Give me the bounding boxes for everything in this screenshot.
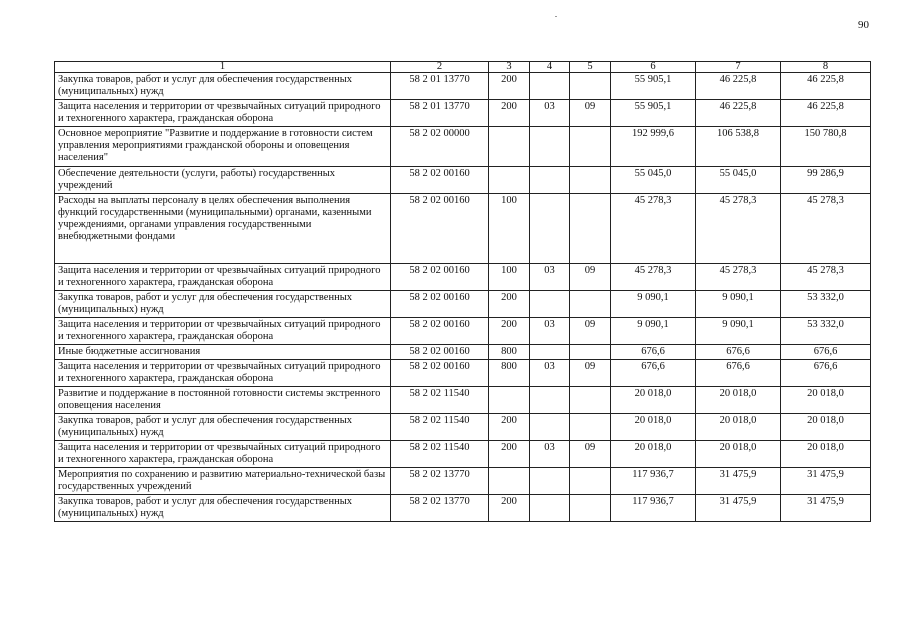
cell-name: Защита населения и территории от чрезвычайных ситуаций природного и техногенного характера, гражданская оборона [55,318,391,345]
cell-code: 58 2 02 00160 [391,291,489,318]
cell-pr [570,167,611,194]
cell-v1: 55 905,1 [611,73,696,100]
table-row [55,495,871,522]
cell-name: Защита населения и территории от чрезвычайных ситуаций природного и техногенного характера, гражданская оборона [55,360,391,387]
cell-v2: 9 090,1 [696,291,781,318]
cell-rz: 03 [530,100,570,127]
cell-v3: 20 018,0 [781,414,871,441]
cell-name: Обеспечение деятельности (услуги, работы) государственных учреждений [55,167,391,194]
cell-v1: 45 278,3 [611,264,696,291]
cell-v1: 55 045,0 [611,167,696,194]
page-number: 90 [858,19,869,31]
scan-speck [555,16,557,17]
header-cell: 2 [391,62,489,73]
cell-v2: 676,6 [696,345,781,360]
cell-rz: 03 [530,264,570,291]
cell-v3: 20 018,0 [781,387,871,414]
cell-v2: 55 045,0 [696,167,781,194]
cell-pr [570,345,611,360]
cell-v2: 45 278,3 [696,264,781,291]
cell-vr: 200 [489,73,530,100]
cell-rz [530,167,570,194]
cell-v3: 46 225,8 [781,73,871,100]
cell-code: 58 2 01 13770 [391,100,489,127]
cell-v1: 55 905,1 [611,100,696,127]
header-cell: 3 [489,62,530,73]
cell-rz [530,73,570,100]
cell-v3: 676,6 [781,360,871,387]
cell-code: 58 2 02 11540 [391,387,489,414]
cell-code: 58 2 02 00160 [391,194,489,264]
cell-code: 58 2 02 13770 [391,468,489,495]
cell-v2: 31 475,9 [696,495,781,522]
cell-code: 58 2 02 00160 [391,264,489,291]
cell-name: Расходы на выплаты персоналу в целях обеспечения выполнения функций государственными (муниципальными) органами, казенными учреждениями, органами управления государственными внебюджетными фондами [55,194,391,264]
cell-v1: 117 936,7 [611,495,696,522]
header-cell: 7 [696,62,781,73]
cell-vr: 200 [489,414,530,441]
cell-vr [489,127,530,167]
table-row [55,127,871,167]
cell-rz [530,414,570,441]
cell-name: Защита населения и территории от чрезвычайных ситуаций природного и техногенного характера, гражданская оборона [55,100,391,127]
cell-v3: 99 286,9 [781,167,871,194]
table-row [55,100,871,127]
cell-v2: 31 475,9 [696,468,781,495]
cell-v1: 9 090,1 [611,318,696,345]
cell-rz [530,387,570,414]
cell-v3: 46 225,8 [781,100,871,127]
cell-vr [489,468,530,495]
cell-v2: 20 018,0 [696,414,781,441]
cell-code: 58 2 02 00000 [391,127,489,167]
cell-v2: 9 090,1 [696,318,781,345]
cell-rz: 03 [530,360,570,387]
cell-pr: 09 [570,100,611,127]
cell-v1: 20 018,0 [611,441,696,468]
cell-v1: 20 018,0 [611,414,696,441]
cell-vr: 100 [489,264,530,291]
cell-name: Мероприятия по сохранению и развитию материально-технической базы государственных учреждений [55,468,391,495]
cell-v3: 31 475,9 [781,495,871,522]
table-row [55,468,871,495]
cell-v1: 676,6 [611,345,696,360]
cell-v3: 53 332,0 [781,291,871,318]
cell-rz [530,495,570,522]
cell-v1: 676,6 [611,360,696,387]
cell-pr: 09 [570,264,611,291]
cell-vr: 100 [489,194,530,264]
cell-v2: 46 225,8 [696,73,781,100]
table-row [55,264,871,291]
cell-v2: 676,6 [696,360,781,387]
cell-code: 58 2 02 00160 [391,318,489,345]
cell-pr [570,73,611,100]
table-row [55,360,871,387]
cell-name: Закупка товаров, работ и услуг для обеспечения государственных (муниципальных) нужд [55,495,391,522]
cell-v2: 45 278,3 [696,194,781,264]
cell-v3: 45 278,3 [781,264,871,291]
cell-name: Закупка товаров, работ и услуг для обеспечения государственных (муниципальных) нужд [55,291,391,318]
cell-v3: 31 475,9 [781,468,871,495]
cell-rz: 03 [530,318,570,345]
cell-vr: 200 [489,441,530,468]
header-cell: 1 [55,62,391,73]
cell-rz [530,345,570,360]
cell-pr [570,387,611,414]
cell-v3: 45 278,3 [781,194,871,264]
cell-name: Развитие и поддержание в постоянной готовности системы экстренного оповещения населения [55,387,391,414]
cell-rz [530,194,570,264]
cell-name: Защита населения и территории от чрезвычайных ситуаций природного и техногенного характера, гражданская оборона [55,441,391,468]
cell-code: 58 2 02 13770 [391,495,489,522]
cell-v3: 53 332,0 [781,318,871,345]
table-row [55,194,871,264]
cell-name: Закупка товаров, работ и услуг для обеспечения государственных (муниципальных) нужд [55,73,391,100]
cell-v3: 20 018,0 [781,441,871,468]
header-cell: 5 [570,62,611,73]
table-row [55,291,871,318]
cell-vr: 200 [489,495,530,522]
cell-vr: 200 [489,318,530,345]
cell-v3: 676,6 [781,345,871,360]
header-cell: 8 [781,62,871,73]
cell-code: 58 2 02 00160 [391,345,489,360]
cell-v1: 9 090,1 [611,291,696,318]
table-row [55,167,871,194]
table-row [55,345,871,360]
cell-v1: 45 278,3 [611,194,696,264]
budget-table [54,61,871,522]
cell-name: Иные бюджетные ассигнования [55,345,391,360]
cell-rz: 03 [530,441,570,468]
cell-code: 58 2 02 00160 [391,167,489,194]
cell-name: Основное мероприятие "Развитие и поддержание в готовности систем управления мероприятиями гражданской обороны и оповещения населения" [55,127,391,167]
cell-v3: 150 780,8 [781,127,871,167]
cell-name: Защита населения и территории от чрезвычайных ситуаций природного и техногенного характера, гражданская оборона [55,264,391,291]
cell-code: 58 2 02 11540 [391,414,489,441]
table-header-row [55,62,871,73]
cell-vr: 200 [489,100,530,127]
cell-v2: 46 225,8 [696,100,781,127]
cell-pr [570,127,611,167]
cell-vr [489,167,530,194]
header-cell: 4 [530,62,570,73]
cell-vr: 800 [489,360,530,387]
cell-pr [570,468,611,495]
cell-pr [570,194,611,264]
cell-pr: 09 [570,360,611,387]
cell-rz [530,291,570,318]
table-row [55,387,871,414]
cell-rz [530,468,570,495]
cell-vr: 200 [489,291,530,318]
cell-pr [570,495,611,522]
table-row [55,414,871,441]
cell-v1: 192 999,6 [611,127,696,167]
cell-pr [570,414,611,441]
table-row [55,441,871,468]
table-row [55,318,871,345]
cell-pr [570,291,611,318]
cell-pr: 09 [570,318,611,345]
cell-pr: 09 [570,441,611,468]
cell-code: 58 2 02 00160 [391,360,489,387]
cell-v2: 106 538,8 [696,127,781,167]
cell-code: 58 2 02 11540 [391,441,489,468]
cell-v2: 20 018,0 [696,441,781,468]
header-cell: 6 [611,62,696,73]
cell-rz [530,127,570,167]
cell-vr [489,387,530,414]
cell-name: Закупка товаров, работ и услуг для обеспечения государственных (муниципальных) нужд [55,414,391,441]
table-row [55,73,871,100]
cell-v1: 20 018,0 [611,387,696,414]
cell-vr: 800 [489,345,530,360]
cell-code: 58 2 01 13770 [391,73,489,100]
cell-v1: 117 936,7 [611,468,696,495]
cell-v2: 20 018,0 [696,387,781,414]
